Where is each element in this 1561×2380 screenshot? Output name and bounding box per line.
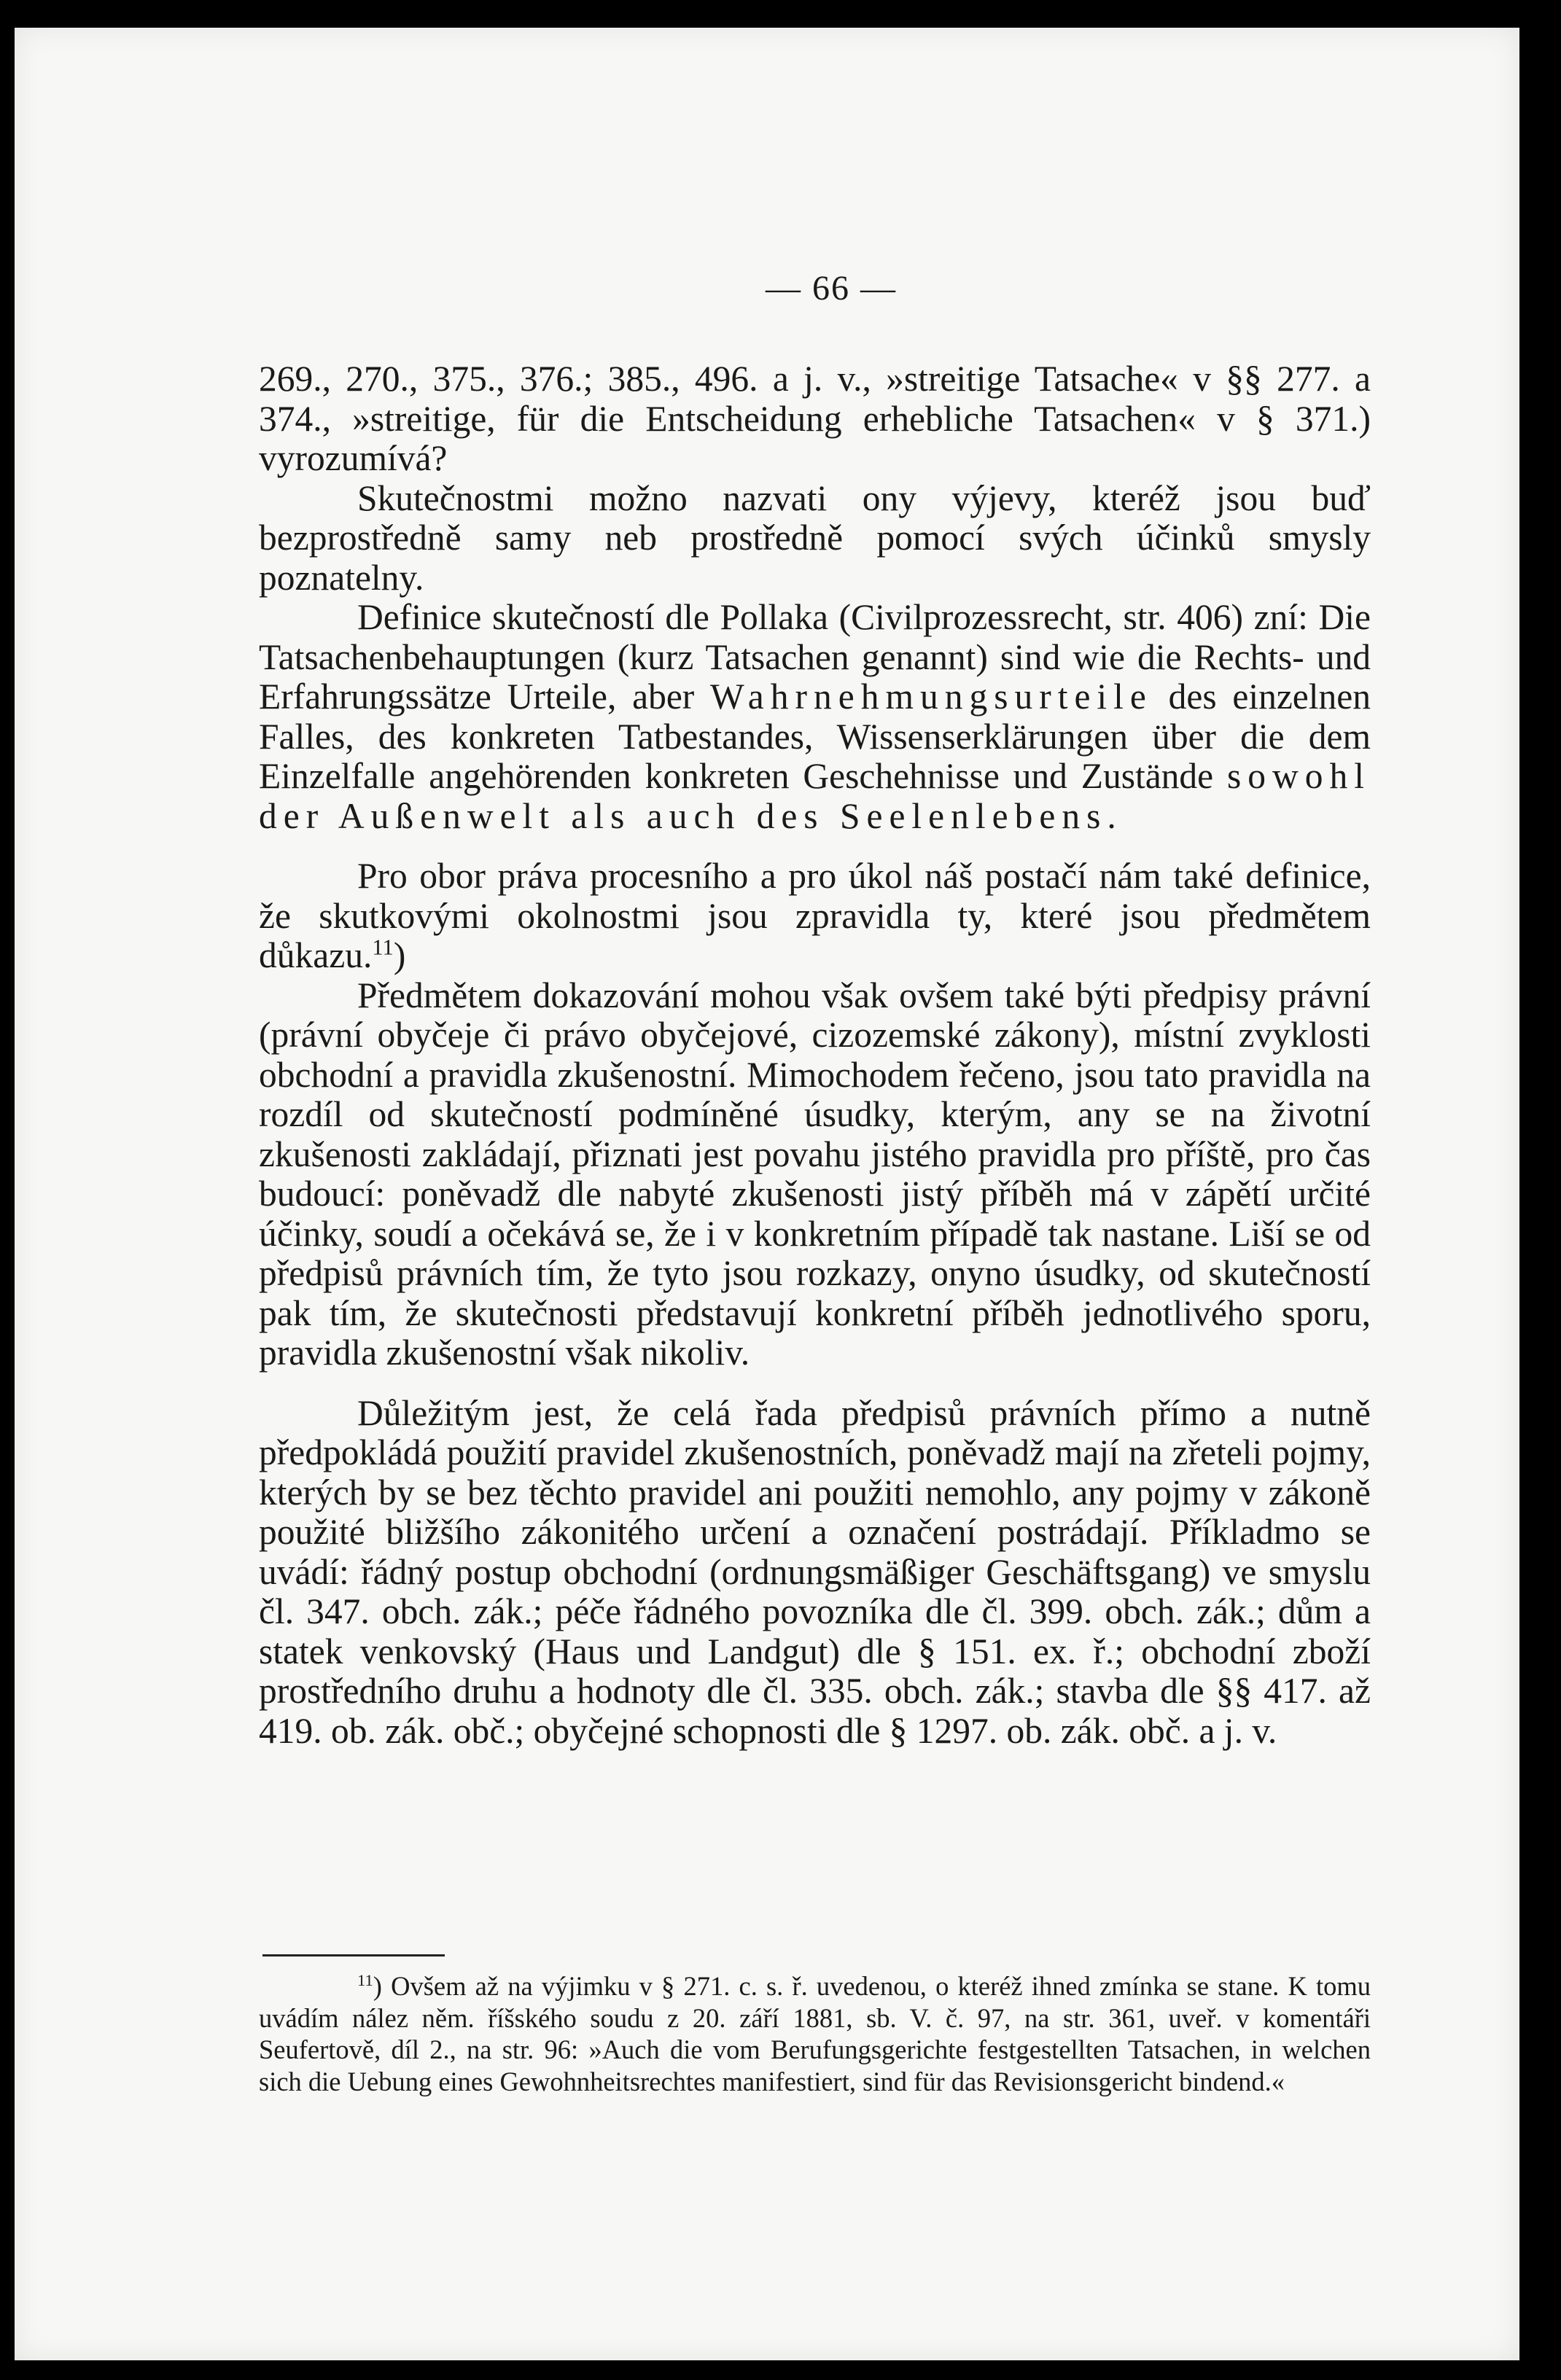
paragraph-3: [259, 598, 1371, 836]
main-text: [259, 359, 1371, 1751]
paragraph-1: 269., 270., 375., 376.; 385., 496. a j. v., »streitige Tatsache« v §§ 277. a 374., »streitige, für die Entscheidung erhebliche Tatsachen« v § 371.) vyrozumívá?: [259, 359, 1371, 478]
paragraph-4-close: ): [393, 935, 406, 975]
footnote-text: ) Ovšem až na výjimku v § 271. c. s. ř. uvedenou, o kteréž ihned zmínka se stane. K tomu uvádím nález něm. říšského soudu z 20. září 1881, sb. V. č. 97, na str. 361, uveř. v komentáři Seufertově, díl 2., na str. 96: »Auch die vom Berufungsgerichte festgestellten Tatsachen, in welchen sich die Uebung eines Gewohnheitsrechtes manifestiert, sind für das Revisionsgericht bindend.«: [259, 1971, 1371, 2096]
paragraph-4-text: Pro obor práva procesního a pro úkol náš postačí nám také definice, že skutkovými okolnostmi jsou zpravidla ty, které jsou předmětem důkazu.: [259, 856, 1371, 975]
footnote-reference: 11: [372, 935, 394, 960]
footnote-divider: [262, 1954, 445, 1956]
scanned-page: [15, 28, 1519, 2360]
footnote-11: [259, 1970, 1371, 2097]
page-number: — 66 —: [766, 269, 897, 308]
paragraph-3-text-a: Definice skutečností dle Pollaka (Civilprozessrecht, str. 406) zní: Die Tatsachenbehauptungen (kurz Tatsachen genannt) sind wie die Rechts- und Erfahrungssätze Urteile, aber: [259, 597, 1371, 717]
paragraph-6: Důležitým jest, že celá řada předpisů právních přímo a nutně předpokládá použití pravidel zkušenostních, poněvadž mají na zřeteli pojmy, kterých by se bez těchto pravidel ani použiti nemohlo, any pojmy v zákoně použité bližšího zákonitého určení a označení postrádají. Příkladmo se uvádí: řádný postup obchodní (ordnungsmäßiger Geschäftsgang) ve smyslu čl. 347. obch. zák.; péče řádného povozníka dle čl. 399. obch. zák.; dům a statek venkovský (Haus und Landgut) dle § 151. ex. ř.; obchodní zboží prostředního druhu a hodnoty dle čl. 335. obch. zák.; stavba dle §§ 417. až 419. ob. zák. obč.; obyčejné schopnosti dle § 1297. ob. zák. obč. a j. v.: [259, 1392, 1371, 1751]
paragraph-5: Předmětem dokazování mohou však ovšem také býti předpisy právní (právní obyčeje či právo obyčejové, cizozemské zákony), místní zvyklosti obchodní a pravidla zkušenostní. Mimochodem řečeno, jsou tato pravidla na rozdíl od skutečností podmíněné úsudky, kterým, any se na životní zkušenosti zakládají, přiznati jest povahu jistého pravidla pro příště, pro čas budoucí: poněvadž dle nabyté zkušenosti jistý příběh má v zápětí určité účinky, soudí a očekává se, že i v konkretním případě tak nastane. Liší se od předpisů právních tím, že tyto jsou rozkazy, onyno úsudky, od skutečností pak tím, že skutečnosti představují konkretní příběh jednotlivého sporu, pravidla zkušenostní však nikoliv.: [259, 975, 1371, 1373]
footnote-block: [259, 1970, 1371, 2097]
footnote-marker: 11: [357, 1970, 373, 1989]
paragraph-3-text-b: des einzelnen Falles, des konkreten Tatbestandes, Wissenserklärungen über die dem Einzelfalle angehörenden konkreten Geschehnisse und Zustände: [259, 676, 1371, 796]
paragraph-3-spaced-1: Wahrnehmungsurteile: [710, 676, 1153, 717]
paragraph-2: Skutečnostmi možno nazvati ony výjevy, kteréž jsou buď bezprostředně samy neb prostředně pomocí svých účinků smysly poznatelny.: [259, 477, 1371, 598]
paragraph-4: [259, 857, 1371, 976]
paragraph-3-spaced-2: sowohl der Außenwelt als auch des Seelenlebens.: [259, 756, 1371, 836]
